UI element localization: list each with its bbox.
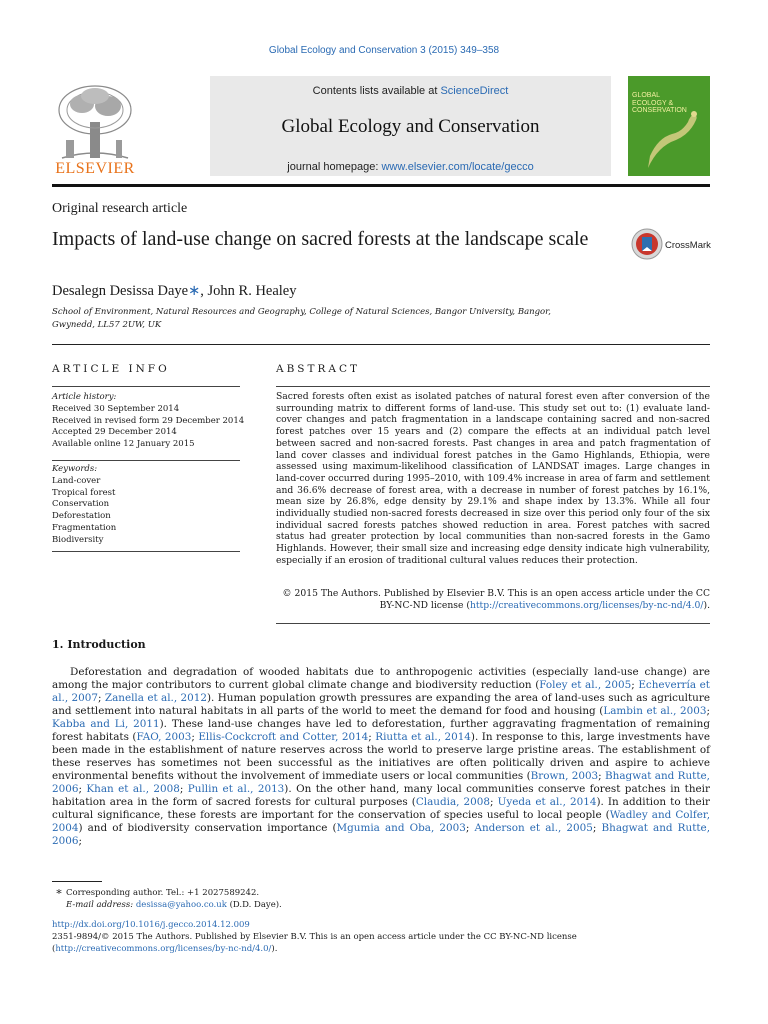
license-link[interactable]: http://creativecommons.org/licenses/by-nc-nd/4.0/ — [469, 599, 704, 611]
abstract-divider — [276, 386, 710, 387]
abstract-divider — [276, 623, 710, 624]
article-info-heading: ARTICLE INFO — [52, 363, 170, 375]
citation-link[interactable]: Riutta et al., 2014 — [375, 731, 471, 743]
footnote — [52, 886, 710, 911]
lizard-illustration — [628, 76, 710, 176]
keyword-item: Tropical forest — [52, 487, 116, 498]
email-link[interactable]: desissa@yahoo.co.uk — [135, 900, 227, 910]
journal-title: Global Ecology and Conservation — [281, 116, 540, 137]
license-statement — [276, 588, 710, 611]
license-prefix: © 2015 The Authors. Published by Elsevier B.V. This is an open access article under the CC BY-NC-ND license ( — [282, 588, 710, 611]
journal-cover — [628, 76, 710, 176]
citation-link[interactable]: FAO, 2003 — [136, 731, 192, 743]
keyword-item: Land-cover — [52, 475, 101, 486]
keyword-item: Deforestation — [52, 511, 111, 522]
issn-line — [52, 931, 710, 955]
homepage-line — [210, 161, 611, 173]
author-name: , John R. Healey — [200, 283, 297, 299]
homepage-link[interactable]: www.elsevier.com/locate/gecco — [381, 161, 534, 173]
issn-license-link[interactable]: http://creativecommons.org/licenses/by-nc-nd/4.0/ — [55, 944, 272, 954]
contents-line — [210, 85, 611, 97]
article-info-divider — [52, 460, 240, 461]
corresponding-author-text: Corresponding author. Tel.: +1 2027589242. — [66, 888, 260, 898]
author-affiliation: School of Environment, Natural Resources and Geography, College of Natural Sciences, Bangor University, Bangor, Gwynedd, LL57 2UW, UK — [52, 307, 552, 330]
abstract-text: Sacred forests often exist as isolated patches of natural forest even after conversion of the surrounding matrix to different forms of land-use. This study set out to: (1) evaluate land-cover changes and patch fragmentation in a landscape containing sacred and non-sacred forest patches over 15 years and (2) compare the effects at an individual patch level between sacred and non-sacred forests. Past changes in area and patch fragmentation of land cover classes and individual forest patches in the Gamo Highlands, Ethiopia, were assessed using maximum-likelihood classification of LANDSAT images. Large changes in land-cover occurred during 1995–2010, with 109.4% increase in area of farm and settlement and 36.6% decrease of forest area, with a decrease in number of forest patches by 16.1%, mean size by 26.8%, edge density by 29.1% and shape index by 13.3%. While all four individually studied non-sacred forests decreased in size over this period only four of the six individual sacred forests patches showed reduction in area. Forest patches with sacred status had greater protection by local communities than non-sacred forests in the Gamo Highlands. However, their small size and increasing edge density indicate high vulnerability, especially if an erosion of traditional cultural values reduces their protection. — [276, 391, 710, 566]
history-label: Article history: — [52, 392, 117, 402]
citation-link[interactable]: Echeverría et al., 2007 — [52, 679, 710, 704]
history-item: Received 30 September 2014 — [52, 403, 180, 414]
keyword-item: Biodiversity — [52, 534, 104, 545]
citation-link[interactable]: Anderson et al., 2005 — [474, 822, 593, 834]
contents-prefix: Contents lists available at — [312, 85, 441, 97]
footnote-divider — [52, 881, 102, 882]
email-label: E-mail address: — [66, 900, 136, 910]
doi-link[interactable]: http://dx.doi.org/10.1016/j.gecco.2014.12.009 — [52, 920, 250, 930]
introduction-heading: 1. Introduction — [52, 638, 146, 651]
author-name: Desalegn Desissa Daye — [52, 283, 189, 299]
section-divider — [52, 344, 710, 345]
cover-title-line: CONSERVATION — [632, 107, 687, 114]
doi-block — [52, 919, 710, 955]
issn-suffix: ). — [271, 944, 278, 954]
history-item: Available online 12 January 2015 — [52, 439, 195, 450]
corresponding-author-note — [52, 886, 710, 899]
keyword-item: Fragmentation — [52, 522, 117, 533]
keyword-item: Conservation — [52, 499, 110, 510]
corresponding-author-mark[interactable]: ∗ — [188, 283, 201, 299]
issn-prefix: 2351-9894/© 2015 The Authors. Published by Elsevier B.V. This is an open access article under the CC BY-NC-ND license ( — [52, 932, 577, 954]
citation-link[interactable]: Brown, 2003 — [530, 770, 599, 782]
cover-title — [632, 92, 708, 115]
citation-link[interactable]: Mgumia and Oba, 2003 — [336, 822, 466, 834]
citation-link[interactable]: Kabba and Li, 2011 — [52, 718, 160, 730]
keywords-list — [52, 464, 116, 547]
homepage-prefix: journal homepage: — [287, 161, 382, 173]
history-item: Accepted 29 December 2014 — [52, 427, 177, 438]
sciencedirect-link[interactable]: ScienceDirect — [440, 85, 509, 97]
citation-link[interactable]: Ellis-Cockcroft and Cotter, 2014 — [198, 731, 369, 743]
citation-link[interactable]: Foley et al., 2005 — [539, 679, 632, 691]
article-history — [52, 392, 244, 451]
introduction-paragraph: Deforestation and degradation of wooded habitats due to anthropogenic activities (especially land-use change) are among the major contributors to current global climate change and biodiversity reduction (Foley et al., 2005; Echeverría et al., 2007; Zanella et al., 2012). Human population growth pressures are expanding the area of land-uses such as agriculture and settlement into natural habitats in all parts of the world to meet the demand for food and housing (Lambin et al., 2003; Kabba and Li, 2011). These land-use changes have led to deforestation, further aggravating fragmentation of remaining forest habitats (FAO, 2003; Ellis-Cockcroft and Cotter, 2014; Riutta et al., 2014). In response to this, large investments have been made in the establishment of nature reserves across the world to preserve large pristine areas. The establishment of these reserves has sometimes not been successful as the initiatives are often politically driven and aspire to achieve environmental benefits without the involvement of immediate users or local communities (Brown, 2003; Bhagwat and Rutte, 2006; Khan et al., 2008; Pullin et al., 2013). On the other hand, many local communities conserve forest patches in their habitation area in the form of sacred forests for cultural purposes (Claudia, 2008; Uyeda et al., 2014). In addition to their cultural significance, these forests are important for the conservation of species useful to local people (Wadley and Colfer, 2004) and of biodiversity conservation importance (Mgumia and Oba, 2003; Anderson et al., 2005; Bhagwat and Rutte, 2006; — [52, 666, 711, 847]
email-suffix: (D.D. Daye). — [226, 900, 282, 910]
citation-link[interactable]: Uyeda et al., 2014 — [497, 796, 597, 808]
footnote-mark: ∗ — [55, 885, 63, 898]
citation-link[interactable]: Wadley and Colfer, 2004 — [52, 809, 711, 834]
abstract-heading: ABSTRACT — [276, 363, 361, 375]
citation-link[interactable]: Bhagwat and Rutte, 2006 — [52, 770, 710, 795]
citation-link[interactable]: Bhagwat and Rutte, 2006 — [52, 822, 710, 847]
history-item: Received in revised form 29 December 2014 — [52, 415, 245, 426]
email-line — [52, 899, 710, 911]
license-suffix: ). — [703, 599, 710, 611]
article-info-divider — [52, 386, 240, 387]
citation-link[interactable]: Claudia, 2008 — [415, 796, 491, 808]
article-info-divider — [52, 551, 240, 552]
header-divider — [52, 184, 710, 187]
crossmark-label[interactable]: CrossMark — [665, 240, 711, 251]
citation-link[interactable]: Zanella et al., 2012 — [104, 692, 207, 704]
citation-link[interactable]: Lambin et al., 2003 — [603, 705, 707, 717]
citation-link[interactable]: Khan et al., 2008 — [86, 783, 180, 795]
keywords-label: Keywords: — [52, 464, 98, 474]
cover-title-line: ECOLOGY & — [632, 99, 674, 107]
author-list — [52, 283, 297, 300]
citation-link[interactable]: Pullin et al., 2013 — [187, 783, 285, 795]
article-type: Original research article — [52, 201, 188, 216]
article-title: Impacts of land-use change on sacred forests at the landscape scale — [52, 228, 589, 250]
cover-title-line: GLOBAL — [632, 92, 661, 99]
journal-reference[interactable]: Global Ecology and Conservation 3 (2015) 349–358 — [268, 45, 500, 56]
publisher-logo-text: ELSEVIER — [55, 160, 135, 177]
